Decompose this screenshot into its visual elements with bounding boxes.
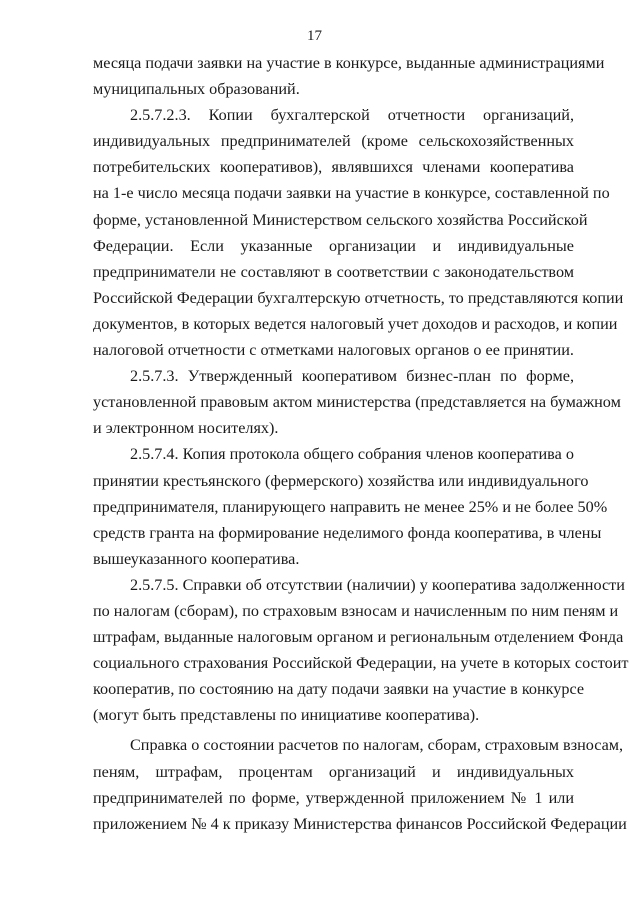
text-line: потребительских кооперативов), являвшихся членами кооператива — [93, 158, 574, 177]
text-line: форме, установленной Министерством сельского хозяйства Российской — [93, 210, 588, 229]
text-line: налоговой отчетности с отметками налоговых органов о ее принятии. — [93, 341, 574, 360]
text-line: 2.5.7.5. Справки об отсутствии (наличии) у кооператива задолженности — [130, 575, 625, 594]
text-line: штрафам, выданные налоговым органом и региональным отделением Фонда — [93, 628, 624, 647]
text-line: 2.5.7.3. Утвержденный кооперативом бизнес-план по форме, — [130, 367, 574, 386]
text-line: установленной правовым актом министерства (представляется на бумажном — [93, 393, 621, 412]
text-line: индивидуальных предпринимателей (кроме сельскохозяйственных — [93, 132, 574, 151]
text-line: принятии крестьянского (фермерского) хозяйства или индивидуального — [93, 471, 589, 490]
text-line: и электронном носителях). — [93, 419, 279, 438]
text-line: 2.5.7.4. Копия протокола общего собрания членов кооператива о — [130, 445, 574, 464]
text-line: социального страхования Российской Федерации, на учете в которых состоит — [93, 654, 629, 673]
text-line: кооператив, по состоянию на дату подачи заявки на участие в конкурсе — [93, 680, 585, 699]
text-line: на 1-е число месяца подачи заявки на участие в конкурсе, составленной по — [93, 184, 610, 203]
text-line: средств гранта на формирование неделимого фонда кооператива, в члены — [93, 523, 602, 542]
paragraph — [93, 102, 624, 363]
text-line: пеням, штрафам, процентам организаций и индивидуальных — [93, 762, 574, 781]
text-line: Федерации. Если указанные организации и индивидуальные — [93, 236, 574, 255]
text-line: предпринимателя, планирующего направить не менее 25% и не более 50% — [93, 497, 608, 516]
paragraph — [93, 732, 627, 836]
paragraph — [93, 572, 629, 729]
text-line: предпринимателей по форме, утвержденной приложением № 1 или — [93, 788, 574, 807]
text-line: предприниматели не составляют в соответствии с законодательством — [93, 262, 574, 281]
text-line: по налогам (сборам), по страховым взносам и начисленным по ним пеням и — [93, 601, 619, 620]
document-body — [93, 50, 629, 837]
text-line: Российской Федерации бухгалтерскую отчетность, то представляются копии — [93, 288, 624, 307]
text-line: приложением № 4 к приказу Министерства финансов Российской Федерации — [93, 814, 627, 833]
paragraph — [93, 363, 621, 441]
text-line: вышеуказанного кооператива. — [93, 549, 300, 568]
text-line: документов, в которых ведется налоговый учет доходов и расходов, и копии — [93, 314, 618, 333]
text-line: муниципальных образований. — [93, 80, 300, 99]
text-line: (могут быть представлены по инициативе кооператива). — [93, 706, 480, 725]
text-line: 2.5.7.2.3. Копии бухгалтерской отчетности организаций, — [130, 106, 574, 125]
page-number: 17 — [307, 28, 322, 44]
paragraph — [93, 50, 605, 102]
text-line: месяца подачи заявки на участие в конкурсе, выданные администрациями — [93, 54, 605, 72]
text-line: Справка о состоянии расчетов по налогам, сборам, страховым взносам, — [130, 736, 624, 755]
paragraph — [93, 441, 608, 571]
